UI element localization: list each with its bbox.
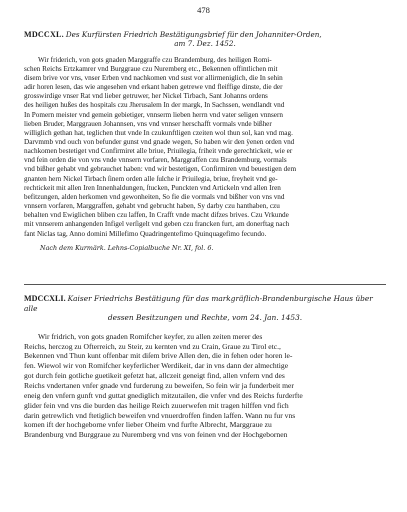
text-line: vnd fein orden die von vns vnde vnnsern vorfaren, Marggraffen czu Brandemburg, vormals xyxy=(24,156,287,165)
entry-body xyxy=(24,56,386,239)
text-line: Darvmmb vnd ouch von befunder gunst vnd gnade wegen, So haben wir den ÿenen orden vnd xyxy=(24,138,295,146)
text-line: Wir friderich, von gots gnaden Marggraffe czu Brandemburg, des heiligen Romi- xyxy=(38,55,272,64)
text-line: grosswirdige vnser Rat vnd lieber getruwer, her Nickel Tirbach, Sant Johanns ordens xyxy=(24,92,268,101)
text-line: gnanten hern Nickel Tirbach ſinem orden alle ſulche ir Priuilegia, briue, freyheit vnd ge- xyxy=(24,174,278,183)
entry-date: am 7. Dez. 1452. xyxy=(174,39,236,49)
entry-title: Des Kurfürsten Friedrich Bestätigungsbrief für den Johanniter-Orden, xyxy=(65,30,322,39)
text-line: adir horen lesen, das wie angesehen vnd erkant haben getrewe vnd fleiffige dinste, die der xyxy=(24,83,283,92)
page-number: 478 xyxy=(197,5,210,15)
text-line: eneig den vnfern gunft vnd guttat gnediglich mitzutailen, die vnfer vnd des Reichs furderfte xyxy=(24,390,303,400)
text-line: vnnsern vorfaren, Marggraffen, gehabt vnd gebrucht haben, Sy darby czu hanthaben, czu xyxy=(24,202,280,211)
text-line: Reichs vndertanen vnfer gnade vnd furderung zu beweifen, So fein wir ja funderbeit mer xyxy=(24,381,294,390)
text-line: des heiligen hußes des hospitals czu Jherusalem In der margk, In Sachssen, wendlandt vnd xyxy=(24,101,285,110)
text-line: nachkomen bestetiget vnd Confirmiret alle briue, Priuilegia, friheit vnde gerechtickeit, wie er xyxy=(24,147,293,156)
text-line: fen. Wiewol wir von Romifcher keyferlicher Werdikeit, dar in vns dann der almechtige xyxy=(24,361,289,371)
entry-heading xyxy=(24,30,386,49)
text-line: disem brive vor vns, vnser Erben vnd nachkomen vnd sust vor allirmeniglich, die In sehin xyxy=(24,73,283,82)
text-line: vnd bißher gehabt vnd gebrauchet haben: vnd wir bestetigen, Confirmiren vnd beuestigen dem xyxy=(24,165,297,174)
text-line: got durch fein gotliche guetikeit gefetzt hat, allczeit geneigt find, allen vnfern vnd des xyxy=(24,371,285,381)
text-line: williglich gethan hat, teglichen thut vnde In czukunftligen czeiten wol thun sol, kan vnd mag. xyxy=(24,128,293,137)
text-line: befitzungen, alden herkomen vnd gewonheiten, So fie die vormals vnd bißher von vns vnd xyxy=(24,192,285,201)
entry-body xyxy=(24,332,386,440)
source-note: Nach dem Kurmärk. Lehns-Copialbuche Nr. XI, fol. 6. xyxy=(40,243,214,252)
entry-title: Kaiser Friedrichs Bestätigung für das markgräflich-Brandenburgische Haus über alle xyxy=(24,294,373,313)
text-line: mit vnnserem anhangenden Infigel verſigelt vnd geben czu francken furt, am donerftag nach xyxy=(24,220,290,229)
text-line: schen Reichs Ertzkamrer vnd Burggraue czu Nuremberg etc., Bekennen offintlichen mit xyxy=(24,64,278,73)
document-entry-1741 xyxy=(24,294,386,440)
entry-subtitle: dessen Besitzungen und Rechte, vom 24. Jan. 1453. xyxy=(107,313,303,323)
text-line: In Pomern meister vnd gemein gebietiger, vnnserm lieben herrn vnd vater seligen vnnsern xyxy=(24,110,283,119)
text-line: komen ift der hochgeborne vnfer lieber Oheim vnd furfte Albrecht, Marggraue zu xyxy=(24,420,272,430)
text-line: fant Niclas tag, Anno domini Millefimo Quadringentefimo Quinquagefimo fecundo. xyxy=(24,229,267,238)
text-line: lieben Bruder, Marggrauen Johannsen, vns vnd vnnser herschafft vormals vnde bißher xyxy=(24,119,272,128)
text-line: Brandenburg vnd Burggraue zu Nuremberg vnd vns von feinen vnd der Hochgebornen xyxy=(24,430,288,440)
text-line: Wir fridrich, von gots gnaden Romifcher keyfer, zu allen zeiten merer des xyxy=(38,331,263,341)
text-line: Bekennen vnd Thun kunt offenbar mit diſem brive Allen den, die in fehen oder horen le- xyxy=(24,351,293,361)
entry-heading xyxy=(24,294,386,323)
text-line: glider fein vnd vns die burden das heilige Reich zuuerwefen mit tragen hilffen vnd fich xyxy=(24,400,289,410)
text-line: darin getrewlich vnd ftetiglich beweifen vnd vnuerdroffen finden laffen. Wann nu fur vns xyxy=(24,410,296,420)
section-divider xyxy=(24,284,386,285)
text-line: Reichs, herczog zu Ofterreich, zu Steir, zu kernten vnd zu Crain, Graue zu Tirol etc., xyxy=(24,341,281,351)
entry-number: MDCCXL. xyxy=(24,30,64,39)
document-entry-1740 xyxy=(24,30,386,253)
text-line: behalten vnd Ewiglichen bliben czu laffen, In Crafft vnde macht difzes brives. Czu Vrkunde xyxy=(24,211,289,220)
entry-number: MDCCXLI. xyxy=(24,294,66,303)
text-line: rechtickeit mit allen Iren Innenhaldungen, ſtucken, Punckten vnd Artickeln vnd allen Iren xyxy=(24,183,281,192)
